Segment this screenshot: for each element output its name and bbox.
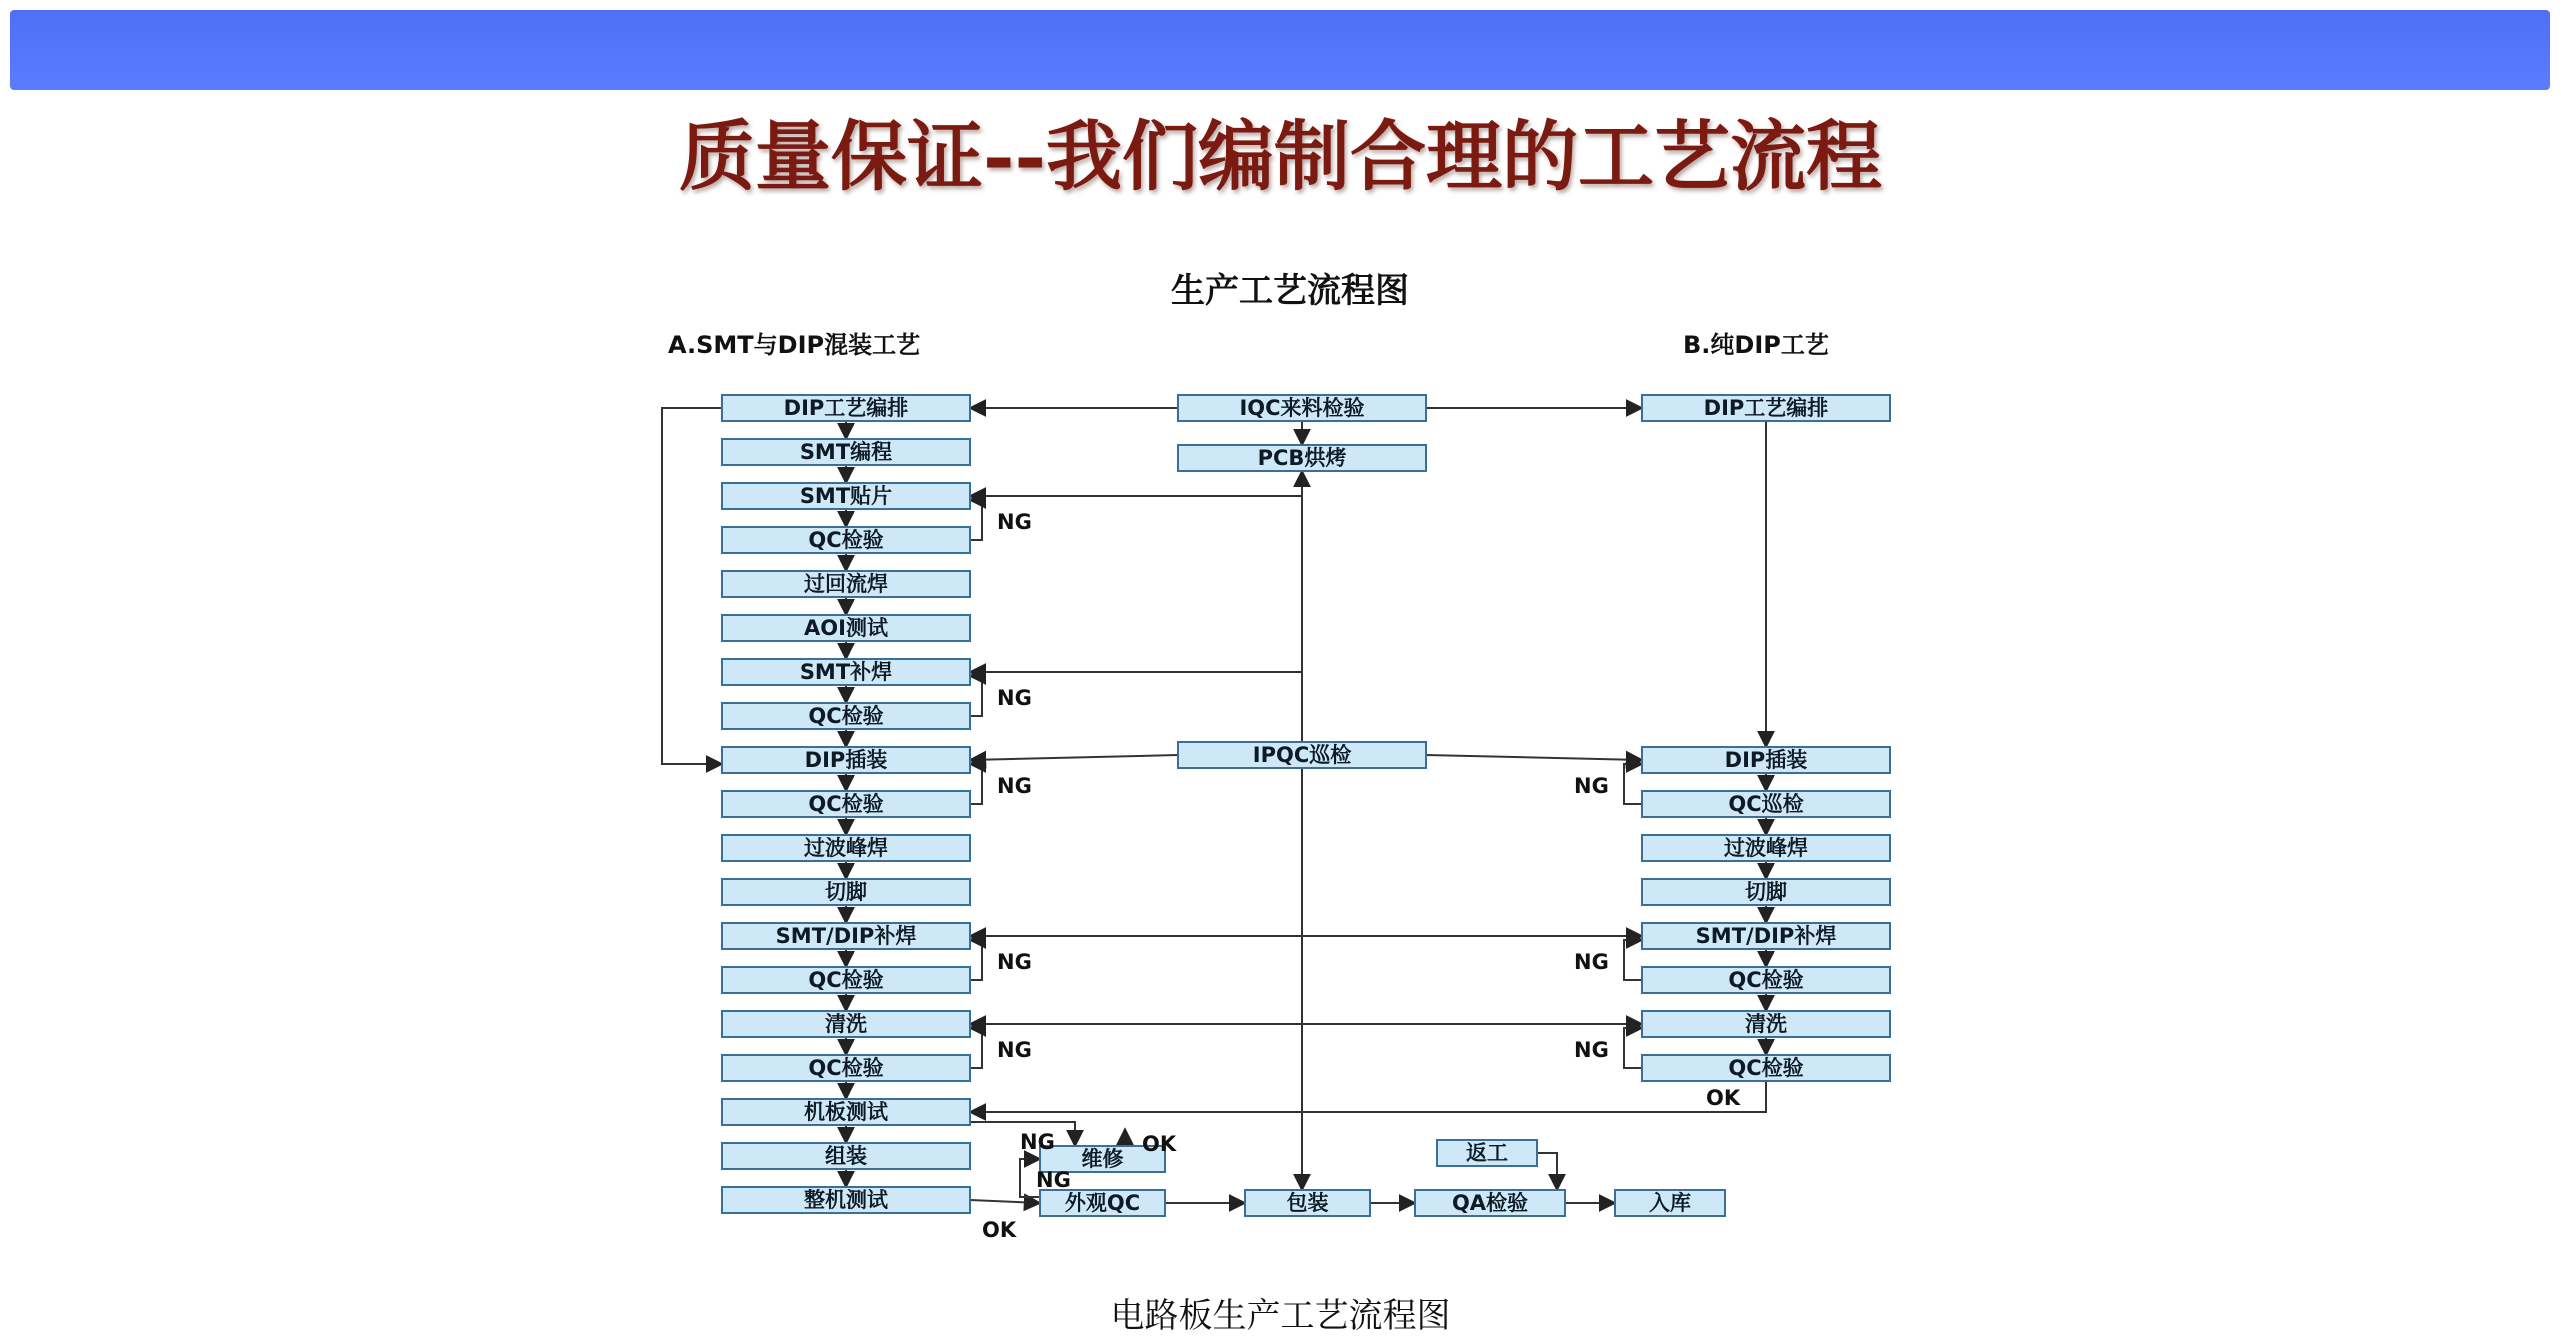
svg-text:外观QC: 外观QC (1064, 1191, 1141, 1215)
b-step-7 (1642, 967, 1890, 993)
flow-labels (982, 510, 1741, 1242)
a-step-13 (722, 923, 970, 949)
rework-box (1437, 1140, 1537, 1166)
header-b: B.纯DIP工艺 (1683, 331, 1829, 359)
visual-qc-box (1040, 1190, 1165, 1216)
a-step-7 (722, 659, 970, 685)
svg-text:QC检验: QC检验 (808, 528, 884, 552)
svg-text:IPQC巡检: IPQC巡检 (1252, 743, 1352, 767)
ng-label: NG (1574, 1038, 1609, 1062)
b-step-5 (1642, 879, 1890, 905)
b-step-2 (1642, 747, 1890, 773)
svg-text:QC检验: QC检验 (808, 968, 884, 992)
a-step-14 (722, 967, 970, 993)
b-step-1 (1642, 395, 1890, 421)
connector-line (1426, 755, 1642, 760)
svg-text:PCB烘烤: PCB烘烤 (1257, 446, 1347, 470)
a-step-19 (722, 1187, 970, 1213)
connector-line (970, 500, 982, 540)
diagram-title: 生产工艺流程图 (1171, 271, 1409, 311)
connector-line (970, 1081, 1766, 1112)
connector-line (970, 940, 982, 980)
svg-text:返工: 返工 (1466, 1141, 1508, 1165)
svg-text:SMT补焊: SMT补焊 (799, 660, 893, 684)
connector-line (662, 408, 722, 764)
connector-line (970, 764, 982, 804)
ng-label: NG (997, 686, 1032, 710)
ng-label: NG (997, 510, 1032, 534)
a-step-1 (722, 395, 970, 421)
ng-label: NG (1574, 774, 1609, 798)
a-step-12 (722, 879, 970, 905)
a-step-15 (722, 1011, 970, 1037)
b-step-9 (1642, 1055, 1890, 1081)
connector-line (1624, 1028, 1642, 1068)
svg-text:切脚: 切脚 (1745, 880, 1787, 904)
a-step-4 (722, 527, 970, 553)
svg-text:入库: 入库 (1649, 1191, 1691, 1215)
svg-text:QC检验: QC检验 (808, 704, 884, 728)
a-step-5 (722, 571, 970, 597)
store-box (1615, 1190, 1725, 1216)
svg-text:SMT编程: SMT编程 (799, 440, 893, 464)
svg-text:DIP工艺编排: DIP工艺编排 (783, 396, 909, 420)
svg-text:SMT/DIP补焊: SMT/DIP补焊 (775, 924, 917, 948)
svg-text:SMT贴片: SMT贴片 (799, 484, 893, 508)
a-step-6 (722, 615, 970, 641)
svg-text:DIP插装: DIP插装 (804, 748, 888, 772)
svg-text:IQC来料检验: IQC来料检验 (1239, 396, 1365, 420)
connector-line (970, 1028, 982, 1068)
a-step-9 (722, 747, 970, 773)
svg-text:机板测试: 机板测试 (804, 1100, 888, 1124)
pcb-box (1178, 445, 1426, 471)
connector-line (1624, 940, 1642, 980)
connector-line (970, 676, 982, 716)
svg-text:清洗: 清洗 (1745, 1012, 1787, 1036)
header-a: A.SMT与DIP混装工艺 (668, 331, 921, 359)
svg-text:过波峰焊: 过波峰焊 (804, 836, 888, 860)
ng-label: NG (997, 950, 1032, 974)
a-step-16 (722, 1055, 970, 1081)
connector-line (970, 755, 1178, 760)
svg-text:QC检验: QC检验 (808, 1056, 884, 1080)
b-step-4 (1642, 835, 1890, 861)
svg-text:SMT/DIP补焊: SMT/DIP补焊 (1695, 924, 1837, 948)
svg-text:QA检验: QA检验 (1451, 1191, 1529, 1215)
svg-text:清洗: 清洗 (825, 1012, 867, 1036)
svg-text:QC检验: QC检验 (1728, 1056, 1804, 1080)
connector-line (1624, 764, 1642, 804)
svg-text:QC检验: QC检验 (808, 792, 884, 816)
svg-text:组装: 组装 (825, 1144, 867, 1168)
svg-text:切脚: 切脚 (825, 880, 867, 904)
ng-label: NG (1020, 1130, 1055, 1154)
ok-label: OK (982, 1218, 1017, 1242)
a-step-18 (722, 1143, 970, 1169)
ng-label: NG (1574, 950, 1609, 974)
ng-label: NG (1036, 1168, 1071, 1192)
slide-title: 质量保证--我们编制合理的工艺流程 (678, 112, 1883, 201)
ng-label: NG (997, 1038, 1032, 1062)
svg-text:DIP工艺编排: DIP工艺编排 (1703, 396, 1829, 420)
a-step-10 (722, 791, 970, 817)
svg-text:整机测试: 整机测试 (804, 1188, 888, 1212)
b-step-3 (1642, 791, 1890, 817)
a-step-2 (722, 439, 970, 465)
svg-text:DIP插装: DIP插装 (1724, 748, 1808, 772)
ipqc-box (1178, 742, 1426, 768)
a-step-11 (722, 835, 970, 861)
svg-text:QC检验: QC检验 (1728, 968, 1804, 992)
svg-text:QC巡检: QC巡检 (1728, 792, 1804, 816)
connector-line (1537, 1153, 1557, 1190)
ok-label: OK (1142, 1132, 1177, 1156)
connector-line (970, 1200, 1040, 1203)
pack-box (1245, 1190, 1370, 1216)
ng-label: NG (997, 774, 1032, 798)
a-step-8 (722, 703, 970, 729)
a-step-17 (722, 1099, 970, 1125)
ok-label: OK (1706, 1086, 1741, 1110)
qa-box (1415, 1190, 1565, 1216)
b-step-8 (1642, 1011, 1890, 1037)
figure-caption: 电路板生产工艺流程图 (1110, 1296, 1451, 1336)
svg-text:AOI测试: AOI测试 (804, 616, 888, 640)
svg-text:过波峰焊: 过波峰焊 (1724, 836, 1808, 860)
svg-text:过回流焊: 过回流焊 (804, 572, 888, 596)
iqc-box (1178, 395, 1426, 421)
a-step-3 (722, 483, 970, 509)
svg-text:维修: 维修 (1081, 1147, 1124, 1171)
b-step-6 (1642, 923, 1890, 949)
svg-text:包装: 包装 (1286, 1191, 1329, 1215)
